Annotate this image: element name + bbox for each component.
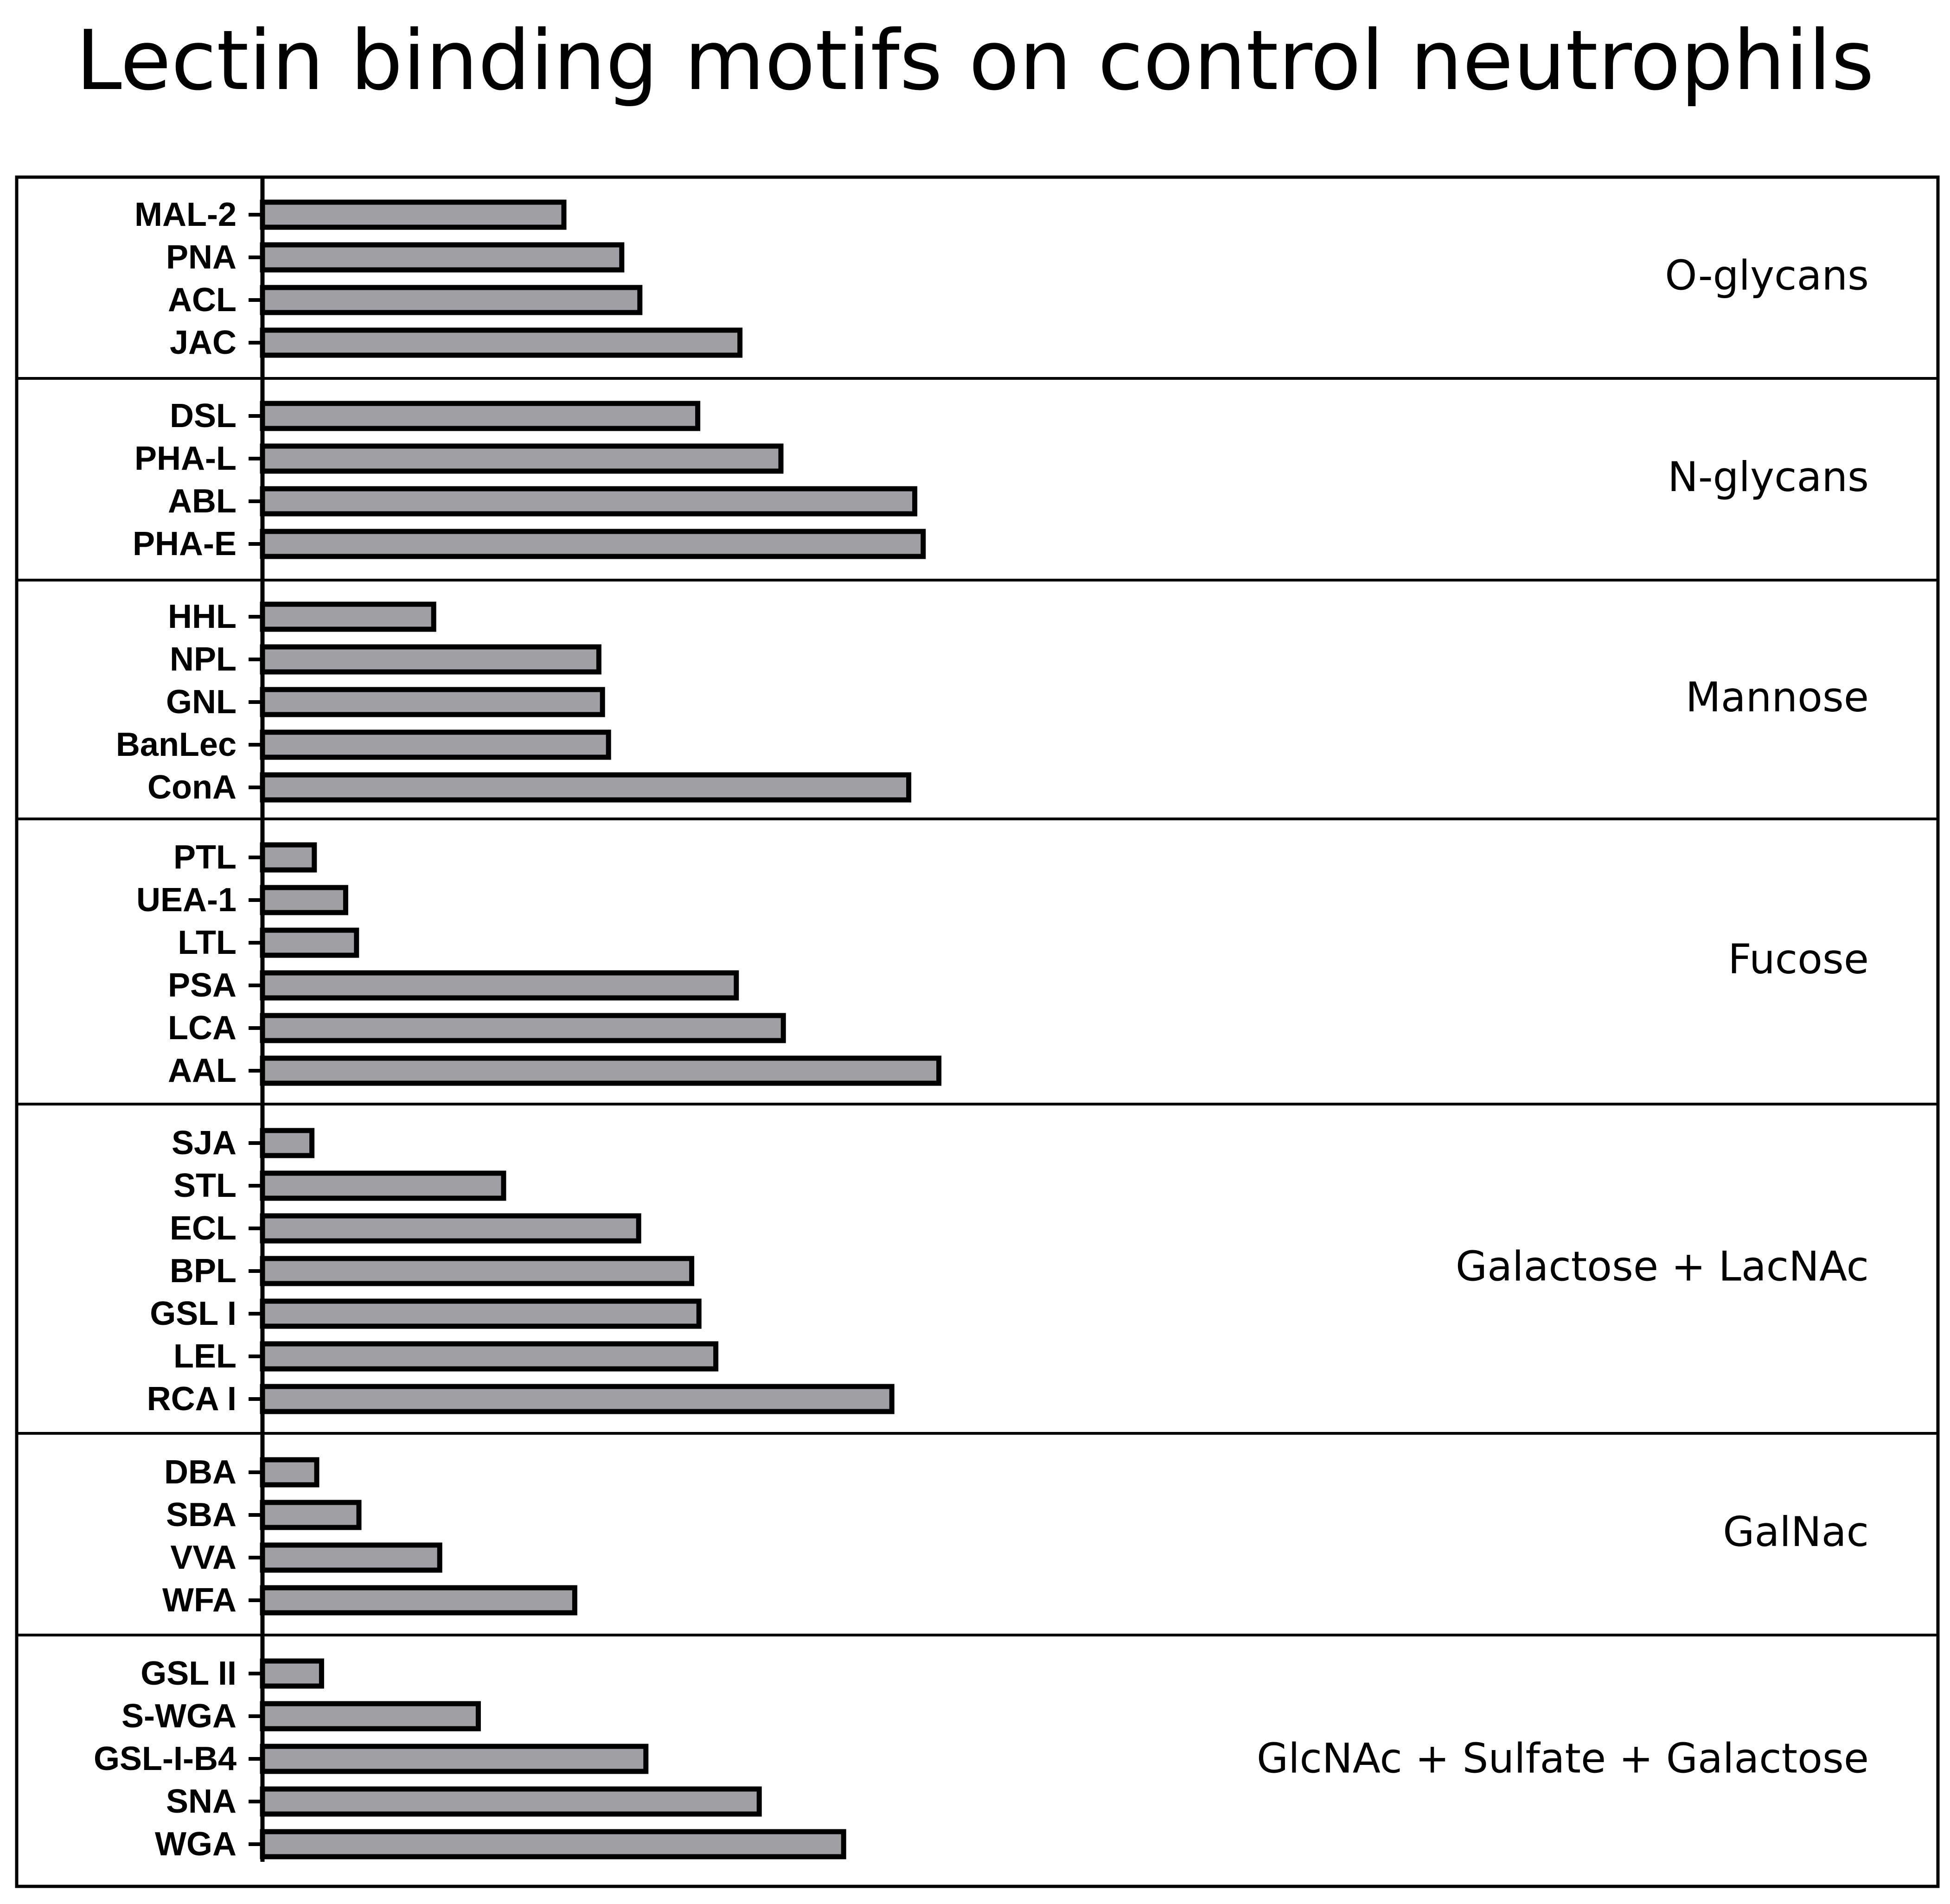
tick-label-sba: SBA <box>166 1496 237 1533</box>
tick-label-cona: ConA <box>147 769 237 806</box>
tick-label-ecl: ECL <box>170 1210 237 1247</box>
tick-label-s-wga: S-WGA <box>121 1698 237 1735</box>
tick-label-bpl: BPL <box>170 1252 237 1290</box>
tick-label-gsl-i: GSL I <box>150 1295 237 1332</box>
bar-acl <box>262 288 640 313</box>
bar-series <box>262 202 939 1857</box>
bar-stl <box>262 1173 504 1198</box>
tick-label-dba: DBA <box>164 1454 237 1491</box>
tick-label-stl: STL <box>173 1167 237 1204</box>
bar-sba <box>262 1502 359 1527</box>
bar-sja <box>262 1131 312 1156</box>
group-label-glcnac-sulfate-galactose: GlcNAc + Sulfate + Galactose <box>1256 1734 1869 1783</box>
bar-pha-e <box>262 531 923 556</box>
group-label-o-glycans: O-glycans <box>1665 251 1869 300</box>
bar-lel <box>262 1344 716 1369</box>
bar-mal-2 <box>262 202 564 227</box>
group-label-mannose: Mannose <box>1685 673 1869 721</box>
bar-abl <box>262 489 915 514</box>
group-label-galactose-lacnac: Galactose + LacNAc <box>1455 1242 1869 1291</box>
tick-label-ltl: LTL <box>178 924 237 961</box>
bar-pna <box>262 245 622 270</box>
tick-label-vva: VVA <box>170 1539 237 1576</box>
bar-rca-i <box>262 1386 892 1412</box>
bar-wfa <box>262 1588 575 1613</box>
bar-ptl <box>262 845 314 870</box>
group-dividers <box>17 378 1938 1635</box>
bar-uea-1 <box>262 888 345 913</box>
bar-hhl <box>262 604 434 629</box>
bar-lca <box>262 1016 783 1041</box>
tick-label-pha-e: PHA-E <box>132 525 237 562</box>
tick-label-lca: LCA <box>168 1010 237 1047</box>
group-label-n-glycans: N-glycans <box>1668 453 1869 501</box>
tick-label-acl: ACL <box>168 281 237 319</box>
bar-cona <box>262 775 909 800</box>
bar-ecl <box>262 1216 639 1241</box>
bar-dba <box>262 1460 317 1485</box>
tick-label-abl: ABL <box>168 483 237 520</box>
tick-label-banlec: BanLec <box>115 726 237 763</box>
tick-label-npl: NPL <box>170 641 237 678</box>
tick-label-gsl-i-b4: GSL-I-B4 <box>93 1740 237 1777</box>
bar-dsl <box>262 403 698 428</box>
tick-label-uea-1: UEA-1 <box>136 882 237 919</box>
tick-label-lel: LEL <box>173 1338 237 1375</box>
bar-aal <box>262 1058 939 1083</box>
bar-gnl <box>262 690 602 715</box>
tick-label-pha-l: PHA-L <box>134 440 237 477</box>
bar-wga <box>262 1832 844 1857</box>
y-axis-tick-labels <box>94 196 237 1863</box>
group-label-fucose: Fucose <box>1728 935 1869 983</box>
bar-gsl-ii <box>262 1661 321 1686</box>
bar-jac <box>262 330 740 355</box>
bar-pha-l <box>262 446 781 471</box>
bar-gsl-i <box>262 1301 699 1326</box>
bar-s-wga <box>262 1704 478 1729</box>
bar-banlec <box>262 732 608 757</box>
tick-label-dsl: DSL <box>170 397 237 434</box>
tick-label-wga: WGA <box>155 1826 237 1863</box>
bar-bpl <box>262 1259 692 1284</box>
bar-gsl-i-b4 <box>262 1746 646 1771</box>
bar-psa <box>262 973 736 998</box>
tick-label-wfa: WFA <box>162 1582 237 1619</box>
group-label-galnac: GalNac <box>1723 1508 1869 1556</box>
bar-npl <box>262 647 599 672</box>
tick-label-gnl: GNL <box>166 684 237 721</box>
group-labels <box>1257 252 1869 1783</box>
tick-label-mal-2: MAL-2 <box>134 196 237 233</box>
tick-label-aal: AAL <box>168 1052 237 1089</box>
bar-vva <box>262 1545 440 1570</box>
tick-label-sja: SJA <box>171 1125 237 1162</box>
tick-label-gsl-ii: GSL II <box>141 1655 237 1692</box>
bar-sna <box>262 1789 759 1814</box>
tick-label-rca-i: RCA I <box>147 1380 237 1418</box>
tick-label-ptl: PTL <box>173 839 237 876</box>
tick-label-sna: SNA <box>166 1783 237 1820</box>
tick-label-pna: PNA <box>166 239 237 276</box>
bar-ltl <box>262 930 357 955</box>
tick-label-jac: JAC <box>169 324 237 361</box>
chart-title: Lectin binding motifs on control neutrophils <box>76 12 1874 109</box>
tick-label-psa: PSA <box>167 967 237 1004</box>
tick-label-hhl: HHL <box>168 598 237 635</box>
